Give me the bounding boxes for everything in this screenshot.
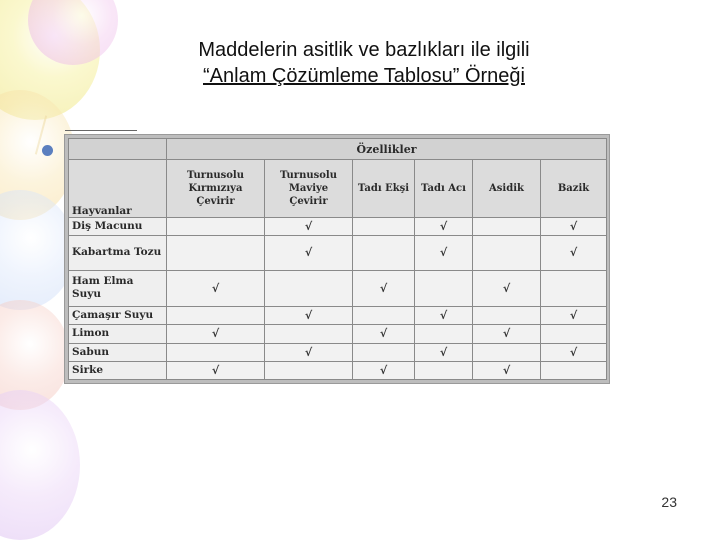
empty-cell: [167, 343, 265, 361]
check-mark-cell: √: [415, 307, 473, 325]
check-mark-cell: √: [541, 236, 607, 270]
table-body: [69, 218, 607, 380]
meaning-analysis-table: [68, 138, 607, 380]
substance-name: Ham Elma Suyu: [69, 270, 167, 306]
check-mark-cell: √: [265, 307, 353, 325]
empty-cell: [473, 218, 541, 236]
empty-cell: [473, 343, 541, 361]
row-header: Hayvanlar: [69, 160, 167, 218]
check-mark-cell: √: [473, 361, 541, 379]
check-mark-cell: √: [541, 218, 607, 236]
check-mark-cell: √: [541, 307, 607, 325]
check-mark-cell: √: [415, 343, 473, 361]
check-mark-cell: √: [265, 343, 353, 361]
table-row: [69, 307, 607, 325]
empty-cell: [415, 361, 473, 379]
substance-name: Limon: [69, 325, 167, 343]
empty-cell: [353, 236, 415, 270]
table-row: [69, 270, 607, 306]
substance-name: Çamaşır Suyu: [69, 307, 167, 325]
check-mark-cell: √: [353, 270, 415, 306]
check-mark-cell: √: [265, 218, 353, 236]
title-line-2: “Anlam Çözümleme Tablosu” Örneği: [203, 65, 525, 87]
group-header: Özellikler: [167, 139, 607, 160]
check-mark-cell: √: [265, 236, 353, 270]
column-header: Tadı Ekşi: [353, 160, 415, 218]
empty-cell: [167, 236, 265, 270]
empty-cell: [541, 361, 607, 379]
column-header: Turnusolu Maviye Çevirir: [265, 160, 353, 218]
empty-cell: [541, 270, 607, 306]
purple-balloon-decoration: [0, 390, 80, 540]
table-row: [69, 236, 607, 270]
empty-cell: [415, 270, 473, 306]
substance-name: Sabun: [69, 343, 167, 361]
table-row: [69, 361, 607, 379]
substance-name: Kabartma Tozu: [69, 236, 167, 270]
check-mark-cell: √: [353, 361, 415, 379]
check-mark-cell: √: [473, 270, 541, 306]
slide-title: [0, 37, 720, 89]
empty-cell: [265, 270, 353, 306]
check-mark-cell: √: [167, 270, 265, 306]
empty-cell: [473, 307, 541, 325]
empty-cell: [265, 361, 353, 379]
empty-cell: [541, 325, 607, 343]
check-mark-cell: √: [473, 325, 541, 343]
table-row: [69, 218, 607, 236]
empty-cell: [353, 307, 415, 325]
empty-cell: [167, 218, 265, 236]
column-header: Asidik: [473, 160, 541, 218]
check-mark-cell: √: [353, 325, 415, 343]
empty-cell: [473, 236, 541, 270]
table-corner-cell: [69, 139, 167, 160]
table-row: [69, 325, 607, 343]
check-mark-cell: √: [167, 361, 265, 379]
column-header-row: [69, 160, 607, 218]
substance-name: Diş Macunu: [69, 218, 167, 236]
check-mark-cell: √: [415, 218, 473, 236]
substance-name: Sirke: [69, 361, 167, 379]
page-number: 23: [661, 494, 677, 510]
bullet-icon: [42, 145, 53, 156]
column-header: Turnusolu Kırmızıya Çevirir: [167, 160, 265, 218]
column-header: Bazik: [541, 160, 607, 218]
empty-cell: [353, 343, 415, 361]
empty-cell: [265, 325, 353, 343]
check-mark-cell: √: [541, 343, 607, 361]
title-line-1: Maddelerin asitlik ve bazlıkları ile ilgili: [198, 39, 530, 61]
check-mark-cell: √: [167, 325, 265, 343]
table-row: [69, 343, 607, 361]
empty-cell: [415, 325, 473, 343]
scan-edge-line: [65, 130, 137, 131]
scanned-table-image: [64, 134, 610, 384]
check-mark-cell: √: [415, 236, 473, 270]
empty-cell: [353, 218, 415, 236]
empty-cell: [167, 307, 265, 325]
column-header: Tadı Acı: [415, 160, 473, 218]
